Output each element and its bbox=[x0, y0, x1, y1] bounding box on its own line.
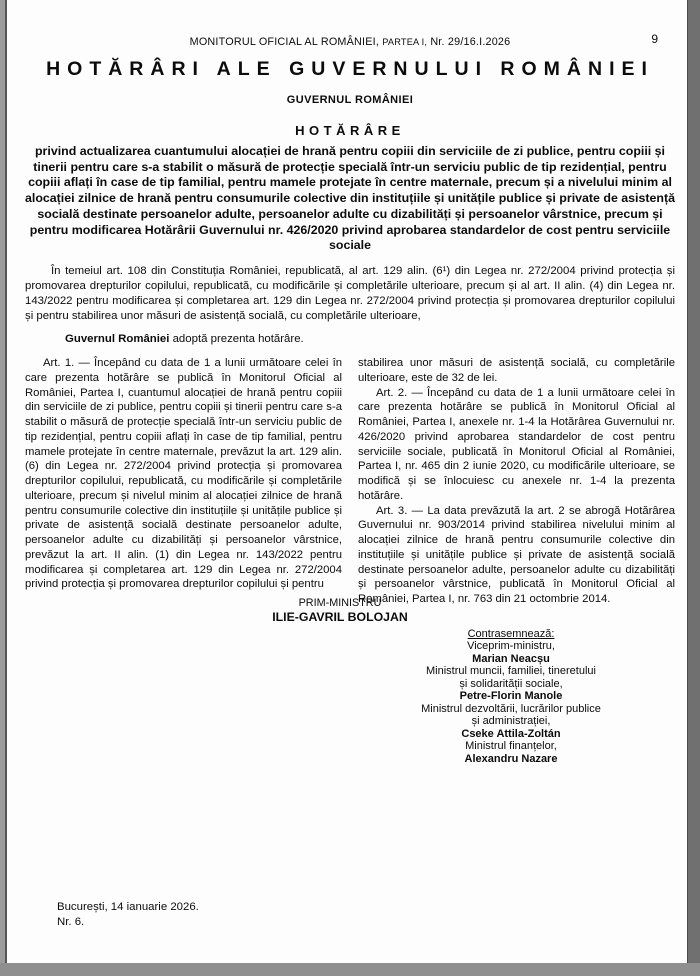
countersigner-role: și administrației, bbox=[471, 715, 551, 728]
act-type-heading: HOTĂRÂRE bbox=[295, 123, 405, 138]
countersigner-role: Ministrul finanțelor, bbox=[465, 740, 557, 753]
scan-edge-left-line bbox=[5, 0, 7, 976]
countersigner-name: Marian Neacșu bbox=[472, 652, 550, 665]
article-1-paragraph: Art. 1. — Începând cu data de 1 a lunii următoare celei în care prezenta hotărâre se publică în Monitorul Oficial al României, Partea I, cuantumul alocației de hrană pentru copiii din serviciile de zi publice, pentru copiii și tinerii pentru care s-a stabilit o măsură de protecție specială într-un serviciu public de tip rezidențial, pentru copiii aflați în case de tip familial, pentru mamele protejate în centre maternale, prevăzut la art. 129 alin. (6) din Legea nr. 272/2004 privind protecția și promovarea drepturilor copilului, republicată, cu modificările și completările ulterioare, precum și nivelul minim al alocației zilnice de hrană pentru consumurile colective din instituțiile și unitățile publice și private de asistență socială destinate persoanelor adulte, persoanelor adulte cu dizabilități și persoanelor vârstnice, prevăzut la art. II alin. (1) din Legea nr. 143/2022 pentru modificarea și completarea art. 129 din Legea nr. 272/2004 privind protecția și promovarea drepturilor copilului și pentru bbox=[25, 357, 342, 591]
masthead-part: PARTEA I, bbox=[382, 37, 428, 47]
countersigner-role: Viceprim-ministru, bbox=[467, 640, 555, 653]
countersigner-role: și solidarității sociale, bbox=[459, 677, 563, 690]
countersigner-name: Petre-Florin Manole bbox=[459, 690, 563, 703]
right-column bbox=[358, 356, 675, 607]
enactment-rest: adoptă prezenta hotărâre. bbox=[169, 333, 304, 345]
footer-number: Nr. 6. bbox=[57, 915, 85, 928]
article-2-paragraph: Art. 2. — Începând cu data de 1 a lunii următoare celei în care prezenta hotărâre se publică în Monitorul Oficial al României, Partea I, anexele nr. 1-4 la Hotărârea Guvernului nr. 426/2020 privind aprobarea standardelor de cost pentru serviciile sociale, publicată în Monitorul Oficial al României, Partea I, nr. 465 din 2 iunie 2020, cu modificările ulterioare, se modifică și se înlocuiesc cu anexele nr. 1-4 la prezenta hotărâre. bbox=[358, 386, 675, 502]
footer-block bbox=[57, 900, 199, 930]
masthead-issue: Nr. 29/16.I.2026 bbox=[430, 36, 511, 48]
masthead-main: MONITORUL OFICIAL AL ROMÂNIEI, bbox=[189, 36, 380, 48]
pm-name: ILIE-GAVRIL BOLOJAN bbox=[272, 610, 408, 624]
article-3-paragraph: Art. 3. — La data prevăzută la art. 2 se abrogă Hotărârea Guvernului nr. 903/2014 privind stabilirea nivelului minim al alocației zilnice de hrană pentru consumurile colective din instituțiile și unitățile publice și private de asistență socială destinate persoanelor adulte, persoanelor adulte cu dizabilități și persoanelor vârstnice, publicată în Monitorul Oficial al României, Partea I, nr. 763 din 21 octombrie 2014. bbox=[358, 504, 675, 605]
countersign-block bbox=[350, 628, 672, 765]
enactment-issuer: Guvernul României bbox=[65, 333, 170, 345]
scan-edge-bottom bbox=[0, 963, 700, 976]
countersign-heading: Contrasemnează: bbox=[467, 628, 555, 640]
body-columns bbox=[25, 356, 675, 607]
act-title: privind actualizarea cuantumului alocației de hrană pentru copiii din serviciile de zi publice, pentru copiii și tinerii pentru care s-a stabilit o măsură de protecție specială într-un serviciu public de tip rezidențial, pentru copiii aflați în case de tip familial, pentru mamele protejate în centre maternale, precum și a nivelului minim al alocației zilnice de hrană pentru consumurile colective din instituțiile și unitățile publice și private de asistență socială destinate persoanelor adulte, persoanelor adulte cu dizabilități și persoanelor vârstnice, precum și pentru modificarea Hotărârii Guvernului nr. 426/2020 privind aprobarea standardelor de cost pentru serviciile sociale bbox=[25, 144, 675, 253]
page-number: 9 bbox=[651, 32, 658, 46]
countersigner-role: Ministrul muncii, familiei, tineretului bbox=[426, 665, 596, 678]
section-heading: HOTĂRÂRI ALE GUVERNULUI ROMÂNIEI bbox=[46, 58, 654, 80]
masthead bbox=[0, 36, 700, 48]
footer-place-date: București, 14 ianuarie 2026. bbox=[57, 901, 199, 913]
article-1-continuation: stabilirea unor măsuri de asistență socială, cu completările ulterioare, este de 32 de lei. bbox=[358, 357, 675, 384]
countersigner-role: Ministrul dezvoltării, lucrărilor publice bbox=[421, 702, 601, 715]
issuer-heading: GUVERNUL ROMÂNIEI bbox=[286, 94, 414, 106]
countersigner-name: Alexandru Nazare bbox=[464, 752, 558, 765]
countersigner-name: Cseke Attila-Zoltán bbox=[461, 727, 561, 740]
scan-edge-right bbox=[688, 0, 700, 976]
preamble-paragraph: În temeiul art. 108 din Constituția României, republicată, al art. 129 alin. (6¹) din Legea nr. 272/2004 privind protecția și promovarea drepturilor copilului, republicată, cu modificările și completările ulterioare, precum și al art. II alin. (4) din Legea nr. 143/2022 pentru modificarea și completarea art. 129 din Legea nr. 272/2004 privind protecția și promovarea drepturilor copilului și pentru stabilirea unor măsuri de asistență socială, cu completările ulterioare, bbox=[25, 265, 675, 323]
pm-title: PRIM-MINISTRU bbox=[298, 597, 382, 609]
enactment-line bbox=[25, 333, 675, 345]
prime-minister-signature bbox=[0, 597, 690, 625]
left-column bbox=[25, 356, 342, 607]
